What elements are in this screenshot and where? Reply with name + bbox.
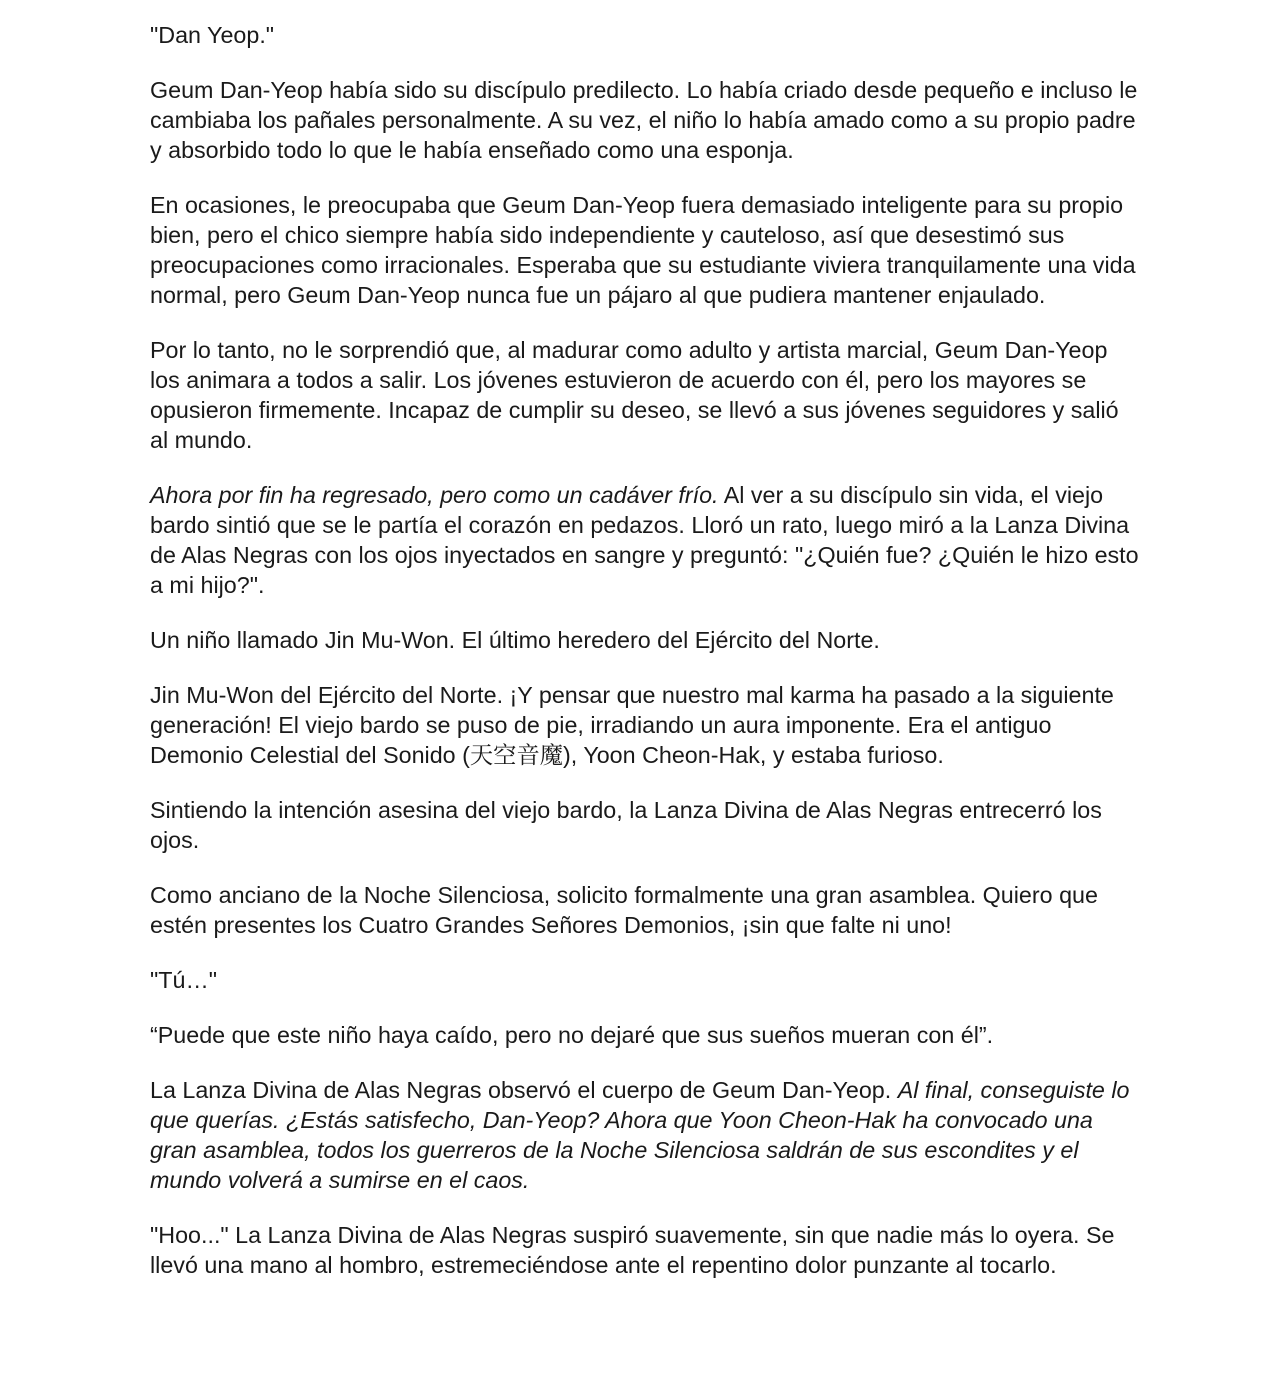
paragraph-dreams: “Puede que este niño haya caído, pero no dejaré que sus sueños mueran con él”.: [150, 1022, 994, 1048]
italic-thought: Ahora por fin ha regresado, pero como un cadáver frío.: [150, 482, 719, 508]
paragraph-favorite-disciple: Geum Dan-Yeop había sido su discípulo predilecto. Lo había criado desde pequeño e incluso le cambiaba los pañales personalmente. A su vez, el niño lo había amado como a su propio padre y absorbido todo lo que le había enseñado como una esponja.: [150, 77, 1138, 163]
document-page: [150, 20, 1140, 1305]
paragraph-sigh: "Hoo..." La Lanza Divina de Alas Negras suspiró suavemente, sin que nadie más lo oyera. Se llevó una mano al hombro, estremeciéndose ante el repentino dolor punzante al tocarlo.: [150, 1222, 1115, 1278]
paragraph-dan-yeop-call: "Dan Yeop.": [150, 22, 275, 48]
paragraph-jin-mu-won: Un niño llamado Jin Mu-Won. El último heredero del Ejército del Norte.: [150, 627, 880, 653]
paragraph-great-assembly: Como anciano de la Noche Silenciosa, solicito formalmente una gran asamblea. Quiero que estén presentes los Cuatro Grandes Señores Demonios, ¡sin que falte ni uno!: [150, 882, 1098, 938]
paragraph-celestial-demon: Jin Mu-Won del Ejército del Norte. ¡Y pensar que nuestro mal karma ha pasado a la siguiente generación! El viejo bardo se puso de pie, irradiando un aura imponente. Era el antiguo Demonio Celestial del Sonido (天空音魔), Yoon Cheon-Hak, y estaba furioso.: [150, 682, 1114, 768]
paragraph-return-corpse: [150, 480, 1140, 600]
italic-thought: Al final, conseguiste lo que querías. ¿Estás satisfecho, Dan-Yeop? Ahora que Yoon Cheon-Hak ha convocado una gran asamblea, todos los guerreros de la Noche Silenciosa saldrán de sus escondites y el mundo volverá a sumirse en el caos.: [150, 1077, 1130, 1193]
paragraph-killing-intent: Sintiendo la intención asesina del viejo bardo, la Lanza Divina de Alas Negras entrecerró los ojos.: [150, 797, 1102, 853]
paragraph-text: La Lanza Divina de Alas Negras observó el cuerpo de Geum Dan-Yeop.: [150, 1077, 898, 1103]
paragraph-tu: "Tú…": [150, 967, 218, 993]
paragraph-text: Al ver a su discípulo sin vida, el viejo bardo sintió que se le partía el corazón en pedazos. Lloró un rato, luego miró a la Lanza Divina de Alas Negras con los ojos inyectados en sangre y preguntó: "¿Quién fue? ¿Quién le hizo esto a mi hijo?".: [150, 482, 1139, 598]
paragraph-observed-body: [150, 1075, 1140, 1195]
paragraph-worries: En ocasiones, le preocupaba que Geum Dan-Yeop fuera demasiado inteligente para su propio bien, pero el chico siempre había sido independiente y cauteloso, así que desestimó sus preocupaciones como irracionales. Esperaba que su estudiante viviera tranquilamente una vida normal, pero Geum Dan-Yeop nunca fue un pájaro al que pudiera mantener enjaulado.: [150, 192, 1136, 308]
paragraph-leaving: Por lo tanto, no le sorprendió que, al madurar como adulto y artista marcial, Geum Dan-Yeop los animara a todos a salir. Los jóvenes estuvieron de acuerdo con él, pero los mayores se opusieron firmemente. Incapaz de cumplir su deseo, se llevó a sus jóvenes seguidores y salió al mundo.: [150, 337, 1119, 453]
